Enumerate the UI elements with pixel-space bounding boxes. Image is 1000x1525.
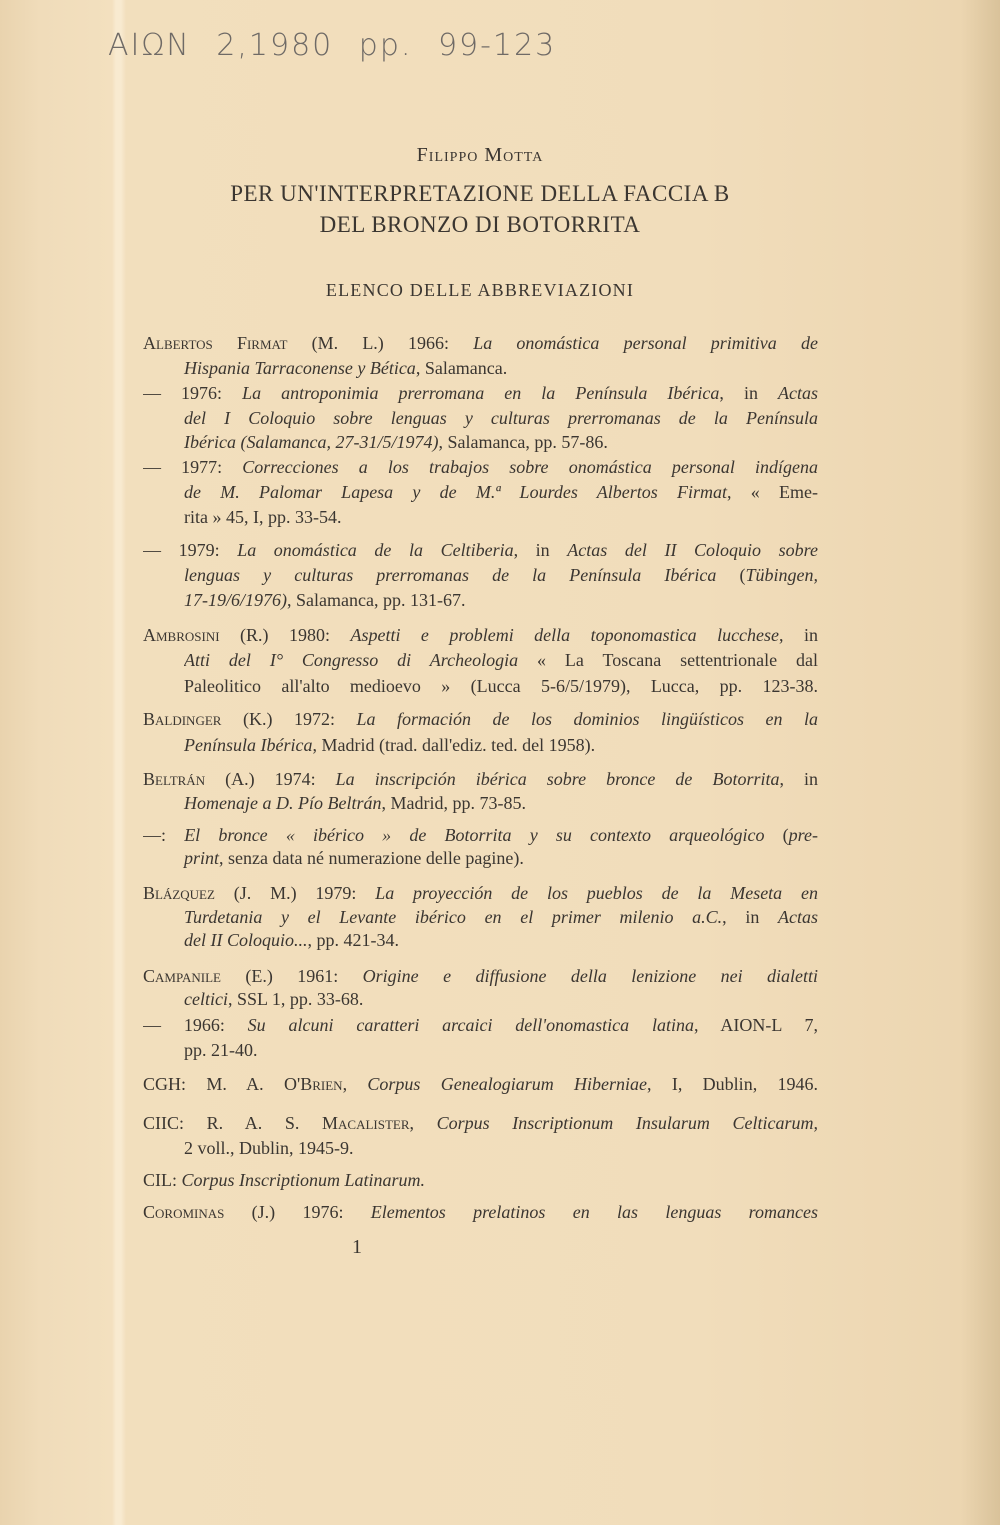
italic-title-text: El bronce « ibérico » de Botorrita y su contexto arqueológico: [184, 825, 765, 845]
citation-text: , in: [513, 540, 568, 560]
bibliography-line: [143, 881, 818, 905]
citation-text: (J.) 1976:: [224, 1202, 371, 1222]
bibliography-line: [143, 1200, 818, 1224]
citation-text: — 1976:: [143, 383, 243, 403]
bibliography-line: [184, 928, 818, 952]
citation-text: , pp. 421-34.: [307, 930, 399, 950]
section-title: ELENCO DELLE ABBREVIAZIONI: [325, 280, 635, 300]
bibliography-line: [184, 430, 818, 454]
page-number: 1: [352, 1236, 362, 1258]
citation-text: , in: [779, 769, 818, 789]
citation-text: —:: [143, 825, 185, 845]
citation-text: (M. L.) 1966:: [287, 333, 474, 353]
citation-text: , in: [779, 625, 818, 645]
citation-text: ,: [409, 1113, 437, 1133]
citation-text: rita » 45, I, pp. 33-54.: [184, 507, 342, 527]
citation-text: CIIC: R. A. S.: [143, 1113, 322, 1133]
citation-text: Paleolitico all'alto medioevo » (Lucca 5-6/5/1979), Lucca, pp. 123-38.: [184, 676, 818, 696]
citation-text: , AION-L 7,: [694, 1015, 818, 1035]
bibliography-line: [184, 733, 818, 757]
italic-title-text: La antroponimia prerromana en la Península Ibérica: [242, 383, 720, 403]
italic-title-text: Tübingen,: [745, 565, 818, 585]
citation-text: , in: [719, 383, 778, 403]
citation-text: ,: [342, 1074, 368, 1094]
italic-title-text: Homenaje a D. Pío Beltrán: [184, 793, 382, 813]
article-title-line-2: DEL BRONZO DI BOTORRITA: [319, 212, 641, 237]
bibliography-line: [143, 964, 818, 988]
citation-text: (E.) 1961:: [220, 966, 363, 986]
italic-title-text: Actas del II Coloquio sobre: [567, 540, 818, 560]
citation-text: — 1979:: [143, 540, 238, 560]
citation-text: , Salamanca.: [415, 358, 508, 378]
citation-text: CIL:: [143, 1170, 182, 1190]
italic-title-text: La onomástica personal primitiva de: [473, 333, 818, 353]
bibliography-line: [184, 563, 818, 587]
bibliography-line: [143, 767, 818, 791]
author-surname: Macalister: [322, 1113, 410, 1133]
italic-title-text: de M. Palomar Lapesa y de M.ª Lourdes Albertos Firmat: [184, 482, 728, 502]
citation-text: (K.) 1972:: [221, 709, 357, 729]
italic-title-text: La onomástica de la Celtiberia: [237, 540, 514, 560]
bibliography-line: [184, 356, 818, 380]
bibliography-line: [143, 823, 818, 847]
italic-title-text: Turdetania y el Levante ibérico en el primer milenio a.C.: [184, 907, 723, 927]
bibliography-line: [143, 1072, 818, 1096]
italic-title-text: La inscripción ibérica sobre bronce de Botorrita: [335, 769, 780, 789]
author-name: Filippo Motta: [416, 144, 544, 166]
italic-title-text: La proyección de los pueblos de la Meseta en: [375, 883, 818, 903]
bibliography-line: [143, 1111, 818, 1135]
citation-text: — 1977:: [143, 457, 243, 477]
italic-title-text: Hispania Tarraconense y Bética: [184, 358, 416, 378]
bibliography-line: [184, 648, 818, 672]
citation-text: , Salamanca, pp. 57-86.: [438, 432, 608, 452]
author-surname: Beltrán: [143, 769, 206, 789]
italic-title-text: Correcciones a los trabajos sobre onomástica personal indígena: [242, 457, 818, 477]
bibliography-line: [143, 1168, 818, 1192]
italic-title-text: Corpus Inscriptionum Insularum Celticarum,: [436, 1113, 818, 1133]
bibliography-line: [184, 905, 818, 929]
bibliography-line: [184, 846, 818, 870]
italic-title-text: del II Coloquio...: [184, 930, 308, 950]
italic-title-text: Ibérica (Salamanca, 27-31/5/1974): [184, 432, 439, 452]
citation-text: CGH: M. A. O': [143, 1074, 301, 1094]
bibliography-line: [143, 331, 818, 355]
italic-title-text: Actas: [778, 907, 818, 927]
italic-title-text: Atti del I° Congresso di Archeologia: [184, 650, 519, 670]
citation-text: , « Eme-: [727, 482, 818, 502]
author-surname: Brien: [300, 1074, 343, 1094]
italic-title-text: Origine e diffusione della lenizione nei dialetti: [362, 966, 818, 986]
italic-title-text: 17-19/6/1976): [184, 590, 287, 610]
bibliography-line: [184, 480, 818, 504]
bibliography-line: [184, 406, 818, 430]
author-surname: Blázquez: [143, 883, 215, 903]
citation-text: — 1966:: [143, 1015, 248, 1035]
citation-text: , I, Dublin, 1946.: [647, 1074, 818, 1094]
italic-title-text: Península Ibérica: [184, 735, 313, 755]
citation-text: 2 voll., Dublin, 1945-9.: [184, 1138, 354, 1158]
citation-text: pp. 21-40.: [184, 1040, 258, 1060]
bibliography-line: [184, 987, 818, 1011]
citation-text: (J. M.) 1979:: [214, 883, 376, 903]
italic-title-text: pre-: [788, 825, 818, 845]
bibliography-line: [143, 1013, 818, 1037]
italic-title-text: Su alcuni caratteri arcaici dell'onomastica latina: [247, 1015, 694, 1035]
handwritten-citation-note: AIΩN 2,1980 pp. 99-123: [108, 28, 557, 63]
citation-text: , Madrid (trad. dall'ediz. ted. del 1958).: [312, 735, 596, 755]
citation-text: , senza data né numerazione delle pagine).: [219, 848, 524, 868]
italic-title-text: print: [184, 848, 220, 868]
citation-text: , Salamanca, pp. 131-67.: [287, 590, 466, 610]
citation-text: (R.) 1980:: [219, 625, 351, 645]
citation-text: , SSL 1, pp. 33-68.: [227, 989, 364, 1009]
bibliography-line: [184, 505, 818, 529]
author-surname: Corominas: [143, 1202, 225, 1222]
bibliography-line: [184, 791, 818, 815]
citation-text: , in: [722, 907, 778, 927]
bibliography-line: [184, 674, 818, 698]
italic-title-text: La formación de los dominios lingüísticos en la: [356, 709, 818, 729]
bibliography-line: [184, 1038, 818, 1062]
bibliography-line: [184, 588, 818, 612]
bibliography-line: [143, 707, 818, 731]
bibliography-line: [143, 538, 818, 562]
italic-title-text: del I Coloquio sobre lenguas y culturas prerromanas de la Península: [184, 408, 818, 428]
author-surname: Ambrosini: [143, 625, 220, 645]
bibliography-line: [184, 1136, 818, 1160]
bibliography-line: [143, 381, 818, 405]
italic-title-text: lenguas y culturas prerromanas de la Península Ibérica: [184, 565, 717, 585]
citation-text: (A.) 1974:: [205, 769, 336, 789]
bibliography-line: [143, 623, 818, 647]
bibliography-line: [143, 455, 818, 479]
citation-text: (: [716, 565, 746, 585]
italic-title-text: Corpus Genealogiarum Hiberniae: [367, 1074, 648, 1094]
italic-title-text: Actas: [778, 383, 818, 403]
author-surname: Campanile: [143, 966, 221, 986]
author-surname: Albertos Firmat: [143, 333, 288, 353]
article-title-line-1: PER UN'INTERPRETAZIONE DELLA FACCIA B: [230, 181, 730, 206]
author-surname: Baldinger: [143, 709, 222, 729]
italic-title-text: Corpus Inscriptionum Latinarum.: [181, 1170, 426, 1190]
citation-text: (: [764, 825, 789, 845]
citation-text: , Madrid, pp. 73-85.: [381, 793, 526, 813]
italic-title-text: Aspetti e problemi della toponomastica lucchese: [350, 625, 780, 645]
italic-title-text: Elementos prelatinos en las lenguas romances: [370, 1202, 818, 1222]
italic-title-text: celtici: [184, 989, 228, 1009]
citation-text: « La Toscana settentrionale dal: [518, 650, 818, 670]
